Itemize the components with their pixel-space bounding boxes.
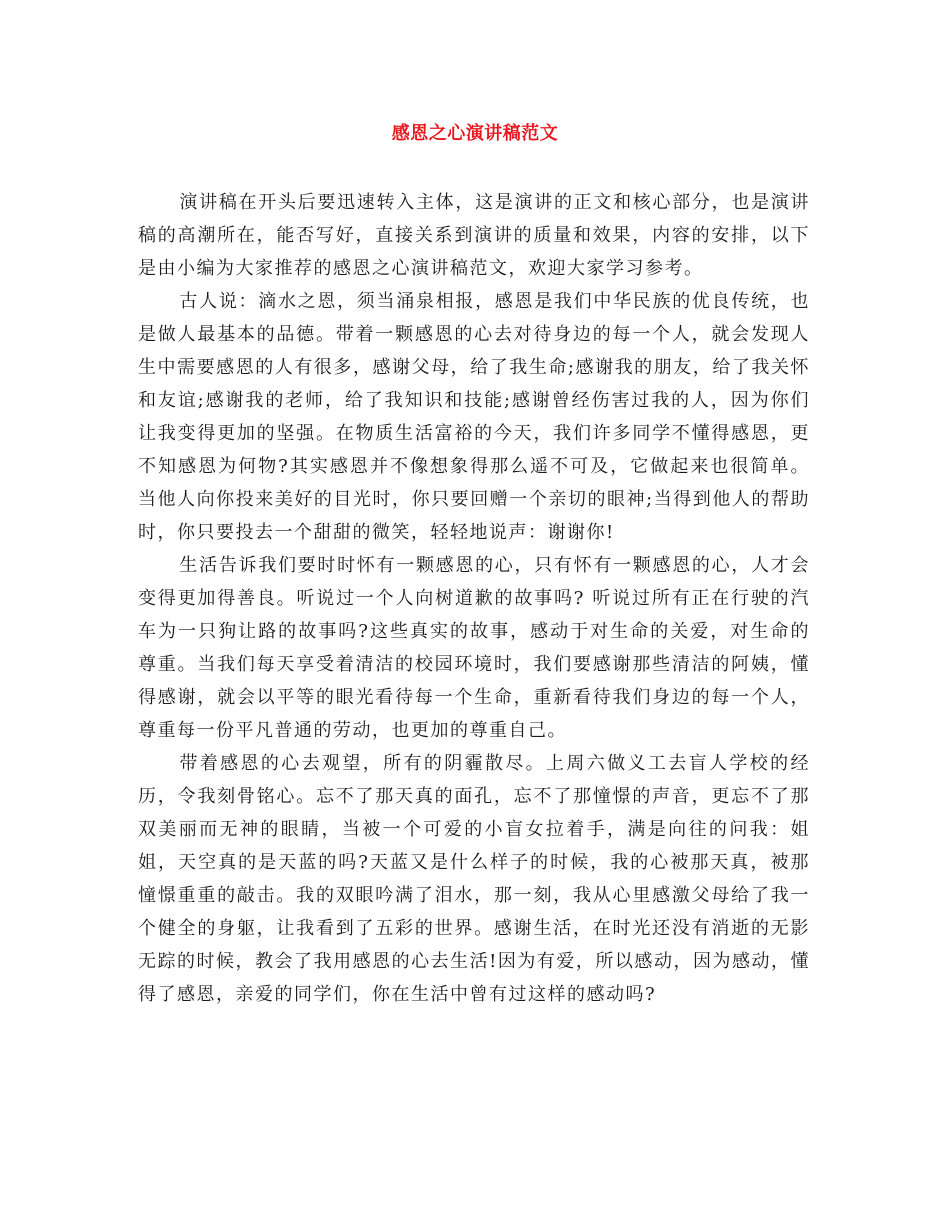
document-body	[138, 186, 810, 1011]
paragraph-intro: 演讲稿在开头后要迅速转入主体，这是演讲的正文和核心部分，也是演讲稿的高潮所在，能否写好，直接关系到演讲的质量和效果，内容的安排，以下是由小编为大家推荐的感恩之心演讲稿范文，欢迎大家学习参考。	[138, 192, 810, 279]
document-title: 感恩之心演讲稿范文	[391, 123, 559, 144]
paragraph-life-lesson: 生活告诉我们要时时怀有一颗感恩的心，只有怀有一颗感恩的心，人才会变得更加得善良。听说过一个人向树道歉的故事吗? 听说过所有正在行驶的汽车为一只狗让路的故事吗?这些真实的故事，感动于对生命的关爱，对生命的尊重。当我们每天享受着清洁的校园环境时，我们要感谢那些清洁的阿姨，懂得感谢，就会以平等的眼光看待每一个生命，重新看待我们身边的每一个人，尊重每一份平凡普通的劳动，也更加的尊重自己。	[138, 555, 810, 741]
paragraph-blind-school: 带着感恩的心去观望，所有的阴霾散尽。上周六做义工去盲人学校的经历，令我刻骨铭心。忘不了那天真的面孔，忘不了那憧憬的声音，更忘不了那双美丽而无神的眼睛，当被一个可爱的小盲女拉着手，满是向往的问我：姐姐，天空真的是天蓝的吗?天蓝又是什么样子的时候，我的心被那天真，被那憧憬重重的敲击。我的双眼吟满了泪水，那一刻，我从心里感激父母给了我一个健全的身躯，让我看到了五彩的世界。感谢生活，在时光还没有消逝的无影无踪的时候，教会了我用感恩的心去生活!因为有爱，所以感动，因为感动，懂得了感恩，亲爱的同学们，你在生活中曾有过这样的感动吗?	[138, 753, 810, 1005]
paragraph-ancients-saying: 古人说：滴水之恩，须当涌泉相报，感恩是我们中华民族的优良传统，也是做人最基本的品德。带着一颗感恩的心去对待身边的每一个人，就会发现人生中需要感恩的人有很多，感谢父母，给了我生命;感谢我的朋友，给了我关怀和友谊;感谢我的老师，给了我知识和技能;感谢曾经伤害过我的人，因为你们让我变得更加的坚强。在物质生活富裕的今天，我们许多同学不懂得感恩，更不知感恩为何物?其实感恩并不像想象得那么遥不可及，它做起来也很简单。当他人向你投来美好的目光时，你只要回赠一个亲切的眼神;当得到他人的帮助时，你只要投去一个甜甜的微笑，轻轻地说声：谢谢你!	[138, 291, 810, 543]
